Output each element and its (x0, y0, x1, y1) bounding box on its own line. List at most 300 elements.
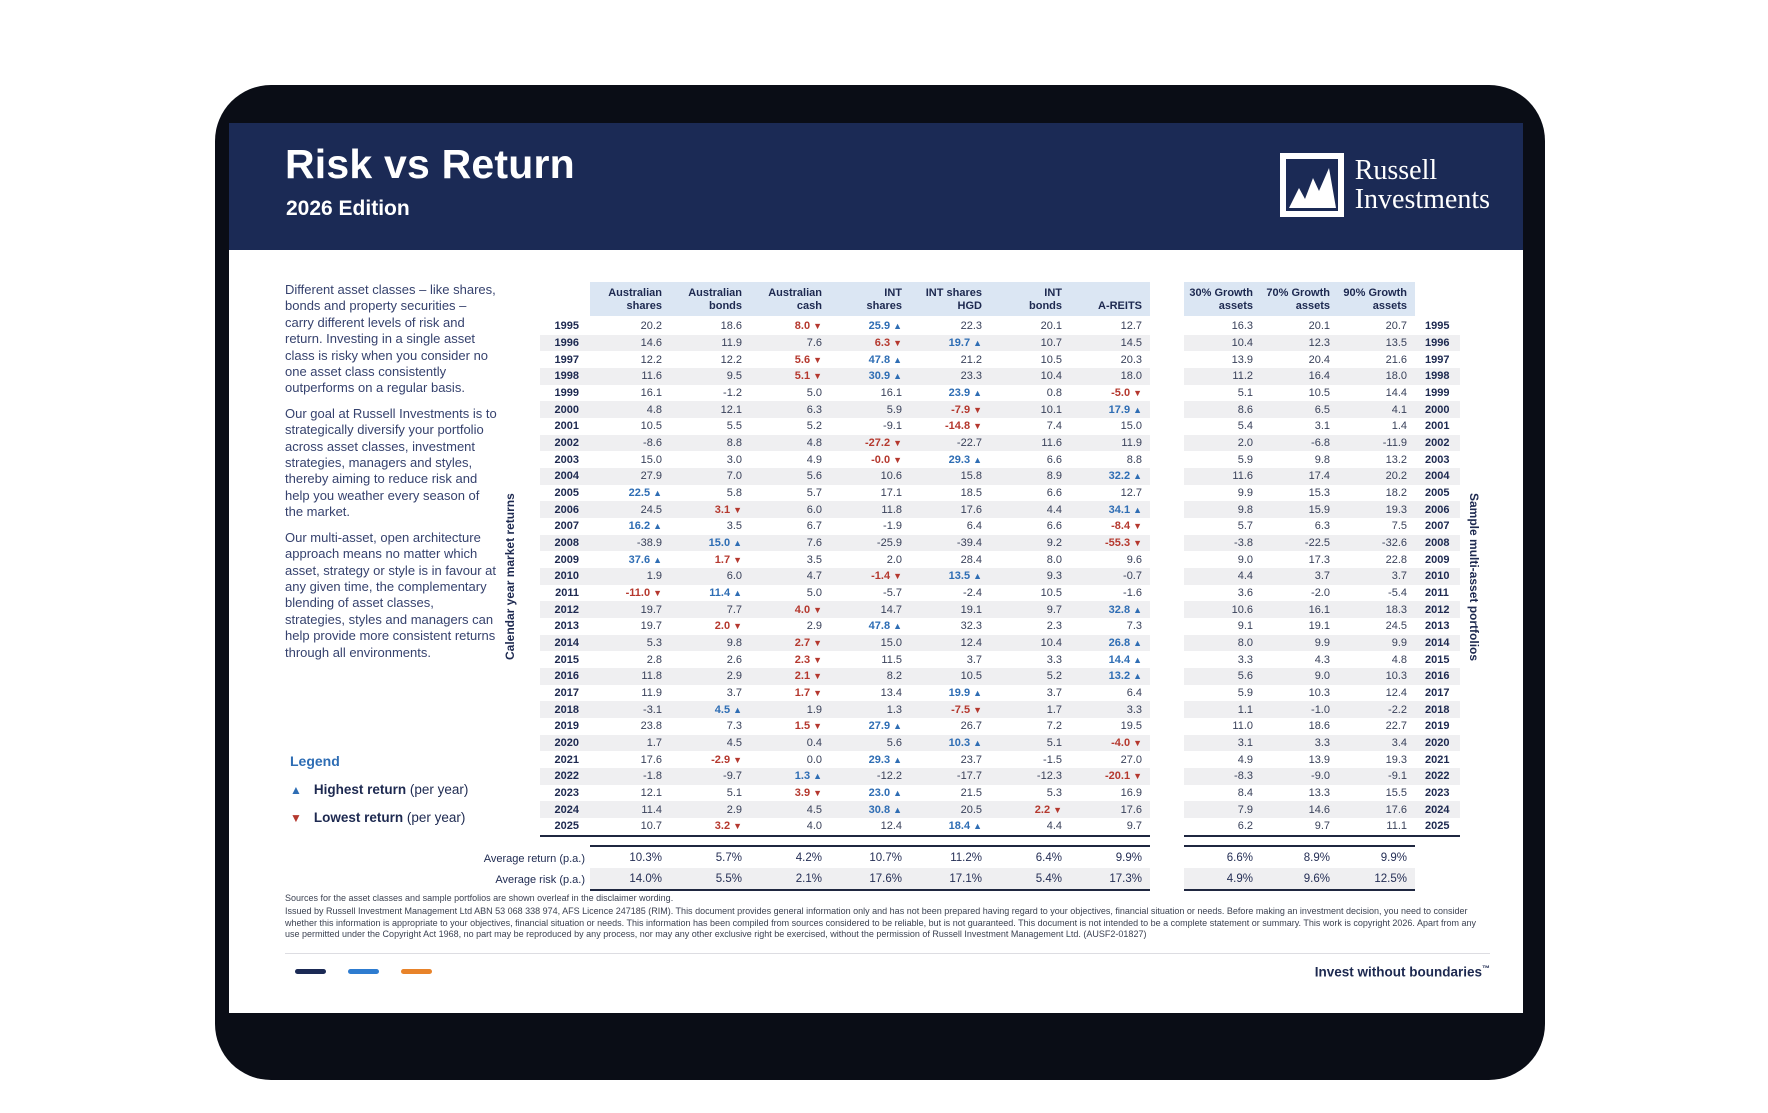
value-cell: -9.1 (883, 420, 902, 433)
value-cell: 19.1 (1308, 620, 1330, 633)
value-cell: 17.1 (880, 487, 902, 500)
value-cell: -17.7 (956, 770, 982, 783)
value-cell: 11.6 (1232, 470, 1253, 483)
value-cell: -4.0 ▼ (1111, 737, 1142, 750)
value-cell: 15.0 (640, 453, 662, 466)
value-cell: -5.7 (883, 587, 902, 600)
value-cell: 7.0 (726, 470, 742, 483)
value-cell: 5.1 (1237, 387, 1253, 400)
value-cell: 17.9 ▲ (1108, 403, 1142, 416)
value-cell: 5.6 (806, 470, 822, 483)
sources-note: Sources for the asset classes and sample portfolios are shown overleaf in the disclaimer wording. (285, 893, 674, 903)
average-value: 9.9% (1115, 851, 1142, 864)
year-label: 2007 (554, 520, 579, 533)
value-cell: 17.6 (960, 503, 982, 516)
value-cell: 5.6 ▼ (794, 353, 822, 366)
year-label: 2022 (1425, 770, 1450, 783)
market-table-row (540, 468, 1150, 485)
value-cell: -1.6 (1123, 587, 1142, 600)
value-cell: 6.3 (806, 403, 822, 416)
value-cell: 10.6 (1231, 603, 1253, 616)
value-cell: 5.7 (806, 487, 822, 500)
market-table-row (540, 451, 1150, 468)
year-label: 2000 (554, 403, 579, 416)
lowest-return-marker-icon: ▼ (1133, 771, 1142, 782)
value-cell: 12.1 (640, 787, 662, 800)
value-cell: 4.8 (646, 403, 662, 416)
value-cell: 8.2 (886, 670, 902, 683)
page-subtitle: 2026 Edition (286, 197, 410, 220)
value-cell: 17.4 (1308, 470, 1330, 483)
column-header: Australian cash (768, 287, 822, 312)
highest-return-marker-icon: ▲ (653, 554, 662, 565)
intro-paragraph: Different asset classes – like shares, bonds and property securities – carry different levels of risk and return. Investing in a single asset class is risky when you consider no one asset class consistently outperforms on a regular basis. (285, 282, 496, 396)
value-cell: 11.9 (721, 337, 742, 349)
average-return-label: Average return (p.a.) (483, 853, 585, 865)
year-label: 2017 (1425, 687, 1450, 700)
value-cell: 20.3 (1120, 353, 1142, 366)
year-label: 2010 (554, 570, 579, 583)
value-cell: 11.1 (1386, 820, 1407, 833)
value-cell: 14.4 ▲ (1108, 653, 1142, 666)
portfolio-table-body (1184, 318, 1460, 837)
brand-dash (295, 969, 326, 974)
lowest-return-marker-icon: ▼ (813, 371, 822, 382)
value-cell: 23.7 (960, 753, 982, 766)
value-cell: 11.2 (1232, 370, 1253, 383)
value-cell: 11.0 (1232, 720, 1253, 733)
average-value: 6.4% (1035, 851, 1062, 864)
lowest-return-marker-icon: ▼ (893, 571, 902, 582)
highest-return-marker-icon: ▲ (893, 371, 902, 382)
value-cell: -2.0 (1311, 587, 1330, 600)
year-label: 2021 (1425, 753, 1450, 766)
market-average-risk-row (590, 868, 1150, 889)
value-cell: 14.7 (880, 603, 902, 616)
column-header: Australian bonds (688, 287, 742, 312)
value-cell: 22.8 (1385, 553, 1407, 566)
portfolio-table-row (1184, 485, 1460, 502)
market-table-row (540, 651, 1150, 668)
value-cell: 6.6 (1046, 487, 1062, 500)
value-cell: 11.5 (881, 653, 902, 666)
year-label: 2025 (1425, 820, 1450, 833)
column-header: INT shares (866, 287, 902, 312)
lowest-return-marker-icon: ▼ (813, 604, 822, 615)
market-table-row (540, 418, 1150, 435)
value-cell: 12.2 (640, 353, 662, 366)
value-cell: 4.0 ▼ (794, 603, 822, 616)
highest-return-marker-icon: ▲ (1133, 504, 1142, 515)
value-cell: 19.5 (1120, 720, 1142, 733)
value-cell: 13.5 ▲ (948, 570, 982, 583)
value-cell: 3.1 (1237, 737, 1253, 750)
value-cell: 24.5 (640, 503, 662, 516)
value-cell: 19.3 (1385, 503, 1407, 516)
value-cell: 4.4 (1046, 820, 1062, 833)
market-table-row (540, 818, 1150, 835)
average-value: 4.9% (1226, 872, 1253, 885)
average-value: 6.6% (1226, 851, 1253, 864)
value-cell: 18.2 (1385, 487, 1407, 500)
value-cell: 15.9 (1308, 503, 1330, 516)
year-label: 2001 (1425, 420, 1450, 433)
portfolio-table-row (1184, 751, 1460, 768)
value-cell: 4.4 (1237, 570, 1253, 583)
market-table-row (540, 601, 1150, 618)
value-cell: 13.3 (1308, 787, 1330, 800)
value-cell: 29.3 ▲ (868, 753, 902, 766)
year-label: 1996 (1425, 337, 1450, 349)
portfolio-table-row (1184, 451, 1460, 468)
value-cell: 3.6 (1237, 587, 1253, 600)
value-cell: 30.9 ▲ (868, 370, 902, 383)
value-cell: 2.7 ▼ (794, 637, 822, 650)
value-cell: -14.8 ▼ (945, 420, 982, 433)
value-cell: 15.8 (960, 470, 982, 483)
value-cell: 1.5 ▼ (794, 720, 822, 733)
value-cell: 2.1 ▼ (794, 670, 822, 683)
portfolio-table-row (1184, 718, 1460, 735)
highest-return-marker-icon: ▲ (893, 621, 902, 632)
year-label: 2024 (1425, 803, 1450, 816)
market-table-row (540, 785, 1150, 802)
value-cell: 5.4 (1237, 420, 1253, 433)
value-cell: 5.2 (1046, 670, 1062, 683)
portfolio-table-row (1184, 435, 1460, 452)
value-cell: 7.4 (1046, 420, 1062, 433)
portfolio-table-row (1184, 701, 1460, 718)
value-cell: 15.0 (880, 637, 902, 650)
lowest-return-marker-icon: ▼ (733, 754, 742, 765)
value-cell: -9.0 (1311, 770, 1330, 783)
portfolio-table-row (1184, 401, 1460, 418)
value-cell: 12.7 (1120, 487, 1142, 500)
flyer-card-frame (215, 85, 1545, 1080)
value-cell: 24.5 (1385, 620, 1407, 633)
market-table-row (540, 768, 1150, 785)
year-label: 1998 (1425, 370, 1450, 383)
lowest-return-marker-icon: ▼ (1133, 388, 1142, 399)
value-cell: 9.6 (1126, 553, 1142, 566)
brand-dash (348, 969, 379, 974)
value-cell: 5.1 (1046, 737, 1062, 750)
value-cell: 7.9 (1237, 803, 1253, 816)
value-cell: 20.5 (960, 803, 982, 816)
average-row-labels (359, 849, 585, 891)
value-cell: 23.0 ▲ (868, 787, 902, 800)
flyer-page (229, 123, 1523, 1013)
portfolio-table-header (1184, 282, 1415, 316)
year-label: 2011 (555, 587, 579, 600)
value-cell: 3.7 (1314, 570, 1330, 583)
value-cell: 8.4 (1237, 787, 1253, 800)
lowest-return-marker-icon: ▼ (1053, 804, 1062, 815)
value-cell: 37.6 ▲ (628, 553, 662, 566)
value-cell: 3.7 (1046, 687, 1062, 700)
year-label: 1996 (554, 337, 579, 349)
value-cell: 13.5 (1385, 337, 1407, 349)
market-table-body (540, 318, 1150, 837)
market-table-row (540, 585, 1150, 602)
value-cell: 22.5 ▲ (628, 487, 662, 500)
value-cell: 22.3 (960, 320, 982, 333)
year-label: 2018 (554, 703, 579, 716)
year-label: 2009 (554, 553, 579, 566)
average-value: 9.6% (1303, 872, 1330, 885)
year-label: 1999 (1425, 387, 1450, 400)
lowest-return-marker-icon: ▼ (733, 504, 742, 515)
highest-return-marker-icon: ▲ (893, 754, 902, 765)
value-cell: 18.4 ▲ (948, 820, 982, 833)
value-cell: 17.6 (1385, 803, 1407, 816)
value-cell: 9.8 (1314, 453, 1330, 466)
year-label: 2006 (1425, 503, 1450, 516)
value-cell: 17.3 (1308, 553, 1330, 566)
value-cell: -7.5 ▼ (951, 703, 982, 716)
year-label: 2011 (1425, 587, 1449, 600)
value-cell: 11.9 (641, 687, 662, 700)
value-cell: 18.3 (1385, 603, 1407, 616)
average-value: 11.2% (950, 851, 982, 864)
value-cell: 14.5 (1120, 337, 1142, 349)
value-cell: 10.3 ▲ (948, 737, 982, 750)
value-cell: 7.6 (806, 337, 822, 349)
average-value: 9.9% (1380, 851, 1407, 864)
highest-return-marker-icon: ▲ (973, 688, 982, 699)
year-label: 2005 (1425, 487, 1450, 500)
highest-return-marker-icon: ▲ (733, 588, 742, 599)
value-cell: 10.3 (1385, 670, 1407, 683)
year-label: 2004 (554, 470, 579, 483)
lowest-return-marker-icon: ▼ (893, 338, 902, 348)
year-label: 2000 (1425, 403, 1450, 416)
lowest-return-marker-icon: ▼ (290, 810, 302, 825)
value-cell: 1.7 ▼ (714, 553, 742, 566)
value-cell: 17.6 (640, 753, 662, 766)
value-cell: 12.2 (720, 353, 742, 366)
portfolio-table-row (1184, 785, 1460, 802)
highest-return-marker-icon: ▲ (973, 821, 982, 832)
year-label: 2012 (1425, 603, 1450, 616)
column-header: INT bonds (1029, 287, 1062, 312)
highest-return-marker-icon: ▲ (893, 354, 902, 365)
value-cell: 13.2 ▲ (1108, 670, 1142, 683)
market-table-row (540, 401, 1150, 418)
lowest-return-marker-icon: ▼ (813, 721, 822, 732)
average-value: 10.3% (629, 851, 662, 864)
brand-logo (1280, 153, 1490, 217)
lowest-return-marker-icon: ▼ (973, 421, 982, 432)
market-table-row (540, 618, 1150, 635)
year-label: 2018 (1425, 703, 1450, 716)
value-cell: 8.9 (1046, 470, 1062, 483)
value-cell: 13.9 (1308, 753, 1330, 766)
value-cell: 1.9 (806, 703, 822, 716)
market-table-row (540, 701, 1150, 718)
value-cell: 6.3 ▼ (874, 337, 902, 349)
value-cell: 13.9 (1231, 353, 1253, 366)
value-cell: 5.3 (646, 637, 662, 650)
value-cell: 4.9 (1237, 753, 1253, 766)
year-label: 1999 (554, 387, 579, 400)
value-cell: 17.6 (1120, 803, 1142, 816)
year-label: 2008 (1425, 537, 1450, 550)
value-cell: 4.9 (806, 453, 822, 466)
value-cell: 19.1 (960, 603, 982, 616)
value-cell: 10.3 (1308, 687, 1330, 700)
highest-return-marker-icon: ▲ (813, 771, 822, 782)
value-cell: -22.5 (1304, 537, 1330, 550)
value-cell: 10.7 (1040, 337, 1062, 349)
value-cell: -9.1 (1388, 770, 1407, 783)
brand-dash (401, 969, 432, 974)
highest-return-marker-icon: ▲ (1133, 471, 1142, 482)
year-label: 2024 (554, 803, 579, 816)
portfolio-table-row (1184, 801, 1460, 818)
value-cell: 7.7 (726, 603, 742, 616)
lowest-return-marker-icon: ▼ (733, 621, 742, 632)
value-cell: 10.4 (1231, 337, 1253, 349)
market-averages (590, 845, 1150, 891)
value-cell: 26.8 ▲ (1108, 637, 1142, 650)
value-cell: 5.8 (726, 487, 742, 500)
value-cell: -1.2 (723, 387, 742, 400)
value-cell: 1.7 ▼ (794, 687, 822, 700)
value-cell: 5.2 (806, 420, 822, 433)
column-header: 30% Growth assets (1189, 287, 1253, 312)
portfolio-averages (1184, 845, 1415, 891)
average-value: 5.7% (715, 851, 742, 864)
value-cell: 6.0 (806, 503, 822, 516)
value-cell: -0.0 ▼ (871, 453, 902, 466)
average-value: 17.6% (869, 872, 902, 885)
portfolio-table-row (1184, 818, 1460, 835)
market-table-row (540, 668, 1150, 685)
year-label: 2016 (554, 670, 579, 683)
value-cell: 9.7 (1126, 820, 1142, 833)
market-table-row (540, 718, 1150, 735)
value-cell: 9.7 (1314, 820, 1330, 833)
value-cell: 3.7 (726, 687, 742, 700)
average-value: 2.1% (795, 872, 822, 885)
highest-return-marker-icon: ▲ (893, 804, 902, 815)
lowest-return-marker-icon: ▼ (813, 638, 822, 649)
value-cell: 18.6 (1308, 720, 1330, 733)
value-cell: 1.7 (646, 737, 662, 750)
market-table-row (540, 335, 1150, 352)
lowest-return-marker-icon: ▼ (813, 688, 822, 699)
year-label: 2005 (554, 487, 579, 500)
value-cell: 9.0 (1314, 670, 1330, 683)
lowest-return-marker-icon: ▼ (813, 788, 822, 799)
value-cell: 26.7 (960, 720, 982, 733)
year-label: 2019 (1425, 720, 1450, 733)
value-cell: 21.2 (960, 353, 982, 366)
value-cell: -1.8 (643, 770, 662, 783)
value-cell: -11.0 ▼ (625, 587, 662, 600)
average-risk-label: Average risk (p.a.) (495, 874, 585, 886)
highest-return-marker-icon: ▲ (1133, 404, 1142, 415)
portfolio-table-row (1184, 535, 1460, 552)
value-cell: 11.4 ▲ (709, 587, 742, 600)
year-label: 2003 (1425, 453, 1450, 466)
value-cell: -12.2 (876, 770, 902, 783)
value-cell: 16.4 (1308, 370, 1330, 383)
value-cell: 4.5 ▲ (714, 703, 742, 716)
footer-divider (285, 953, 1490, 954)
value-cell: 16.9 (1120, 787, 1142, 800)
value-cell: 6.3 (1314, 520, 1330, 533)
market-table (540, 282, 1150, 837)
highest-return-marker-icon: ▲ (1133, 638, 1142, 649)
value-cell: 9.3 (1046, 570, 1062, 583)
value-cell: -8.3 (1234, 770, 1253, 783)
portfolio-average-return-row (1184, 847, 1415, 868)
legend-item-highest: ▲ Highest return (per year) (290, 782, 469, 797)
highest-return-marker-icon: ▲ (893, 721, 902, 732)
value-cell: 5.0 (806, 387, 822, 400)
value-cell: 3.5 (726, 520, 742, 533)
value-cell: 27.0 (1120, 753, 1142, 766)
value-cell: -32.6 (1381, 537, 1407, 550)
value-cell: 3.7 (1391, 570, 1407, 583)
value-cell: -1.5 (1043, 753, 1062, 766)
value-cell: 10.5 (960, 670, 982, 683)
value-cell: 11.8 (881, 503, 902, 516)
market-table-row (540, 318, 1150, 335)
value-cell: -38.9 (636, 537, 662, 550)
value-cell: 10.1 (1040, 403, 1062, 416)
value-cell: 2.0 (886, 553, 902, 566)
brand-wordmark: Russell Investments (1354, 155, 1490, 215)
value-cell: 3.1 ▼ (714, 503, 742, 516)
value-cell: 5.3 (1046, 787, 1062, 800)
year-label: 1995 (1425, 320, 1450, 333)
year-label: 2014 (554, 637, 579, 650)
value-cell: 4.1 (1391, 403, 1407, 416)
average-value: 5.5% (715, 872, 742, 885)
value-cell: 4.8 (806, 437, 822, 450)
value-cell: -27.2 ▼ (865, 437, 902, 450)
value-cell: -1.9 (883, 520, 902, 533)
year-label: 2015 (554, 653, 579, 666)
value-cell: 7.6 (806, 537, 822, 550)
lowest-return-marker-icon: ▼ (973, 404, 982, 415)
highest-return-marker-icon: ▲ (290, 782, 302, 797)
market-average-return-row (590, 847, 1150, 868)
value-cell: 9.1 (1237, 620, 1253, 633)
value-cell: 10.5 (1308, 387, 1330, 400)
value-cell: 19.3 (1385, 753, 1407, 766)
value-cell: 1.4 (1391, 420, 1407, 433)
value-cell: 22.7 (1385, 720, 1407, 733)
portfolio-table-row (1184, 501, 1460, 518)
brand-dashes (295, 969, 432, 974)
portfolio-table-row (1184, 385, 1460, 402)
value-cell: 5.7 (1237, 520, 1253, 533)
value-cell: 9.8 (1237, 503, 1253, 516)
value-cell: 8.8 (1126, 453, 1142, 466)
value-cell: 15.3 (1308, 487, 1330, 500)
lowest-return-marker-icon: ▼ (893, 454, 902, 465)
value-cell: 16.2 ▲ (628, 520, 662, 533)
market-table-row (540, 535, 1150, 552)
value-cell: 29.3 ▲ (948, 453, 982, 466)
value-cell: 6.7 (806, 520, 822, 533)
value-cell: 5.9 (1237, 687, 1253, 700)
value-cell: 19.7 (640, 620, 662, 633)
